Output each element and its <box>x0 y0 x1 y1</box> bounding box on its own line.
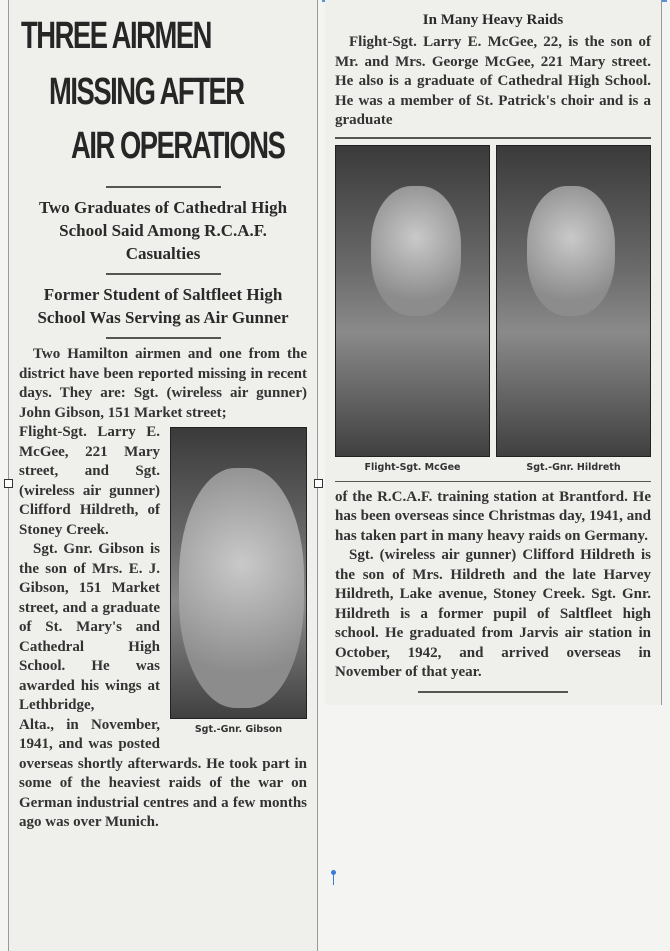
photo-gibson <box>170 427 307 719</box>
headline-line-3: AIR OPERATIONS <box>71 125 285 167</box>
hildreth-photo-block <box>496 145 651 475</box>
divider <box>418 691 568 693</box>
names-paragraph: Flight-Sgt. Larry E. McGee, 221 Mary street, and Sgt. (wireless air gunner) Clifford Hildreth, of Stoney Creek. <box>19 424 160 538</box>
caption-hildreth: Sgt.-Gnr. Hildreth <box>526 461 621 473</box>
headline-line-1: THREE AIRMEN <box>21 15 211 57</box>
section-heading: In Many Heavy Raids <box>422 12 564 28</box>
subhead-2: Former Student of Saltfleet High School Was Serving as Air Gunner <box>37 285 289 327</box>
right-column <box>325 0 662 705</box>
gibson-paragraph-continued: Alta., in November, 1941, and was posted overseas shortly afterwards. He took part in some of the heaviest raids of the war on German industrial centres and a few months ago was over Munich. <box>19 716 307 830</box>
divider <box>335 481 651 482</box>
mcgee-paragraph: Flight-Sgt. Larry E. McGee, 22, is the son of Mr. and Mrs. George McGee, 221 Mary street. He also is a graduate of Cathedral High School. He was a member of St. Patrick's choir and is a graduate <box>335 34 651 128</box>
divider <box>106 273 221 275</box>
divider <box>106 186 221 188</box>
left-column <box>8 0 318 951</box>
location-pin-icon <box>331 870 336 875</box>
subhead-1: Two Graduates of Cathedral High School Said Among R.C.A.F. Casualties <box>38 198 288 263</box>
article-body-right <box>325 33 661 693</box>
gibson-photo-block <box>170 427 307 737</box>
gibson-paragraph: Sgt. Gnr. Gibson is the son of Mrs. E. J. Gibson, 151 Market street, and a graduate of St. Mary's and Cathedral High School. He was awarded his wings at Lethbridge, <box>19 541 160 713</box>
headline-line-2: MISSING AFTER <box>49 71 244 113</box>
resize-handle-left[interactable] <box>4 479 13 488</box>
photo-row <box>335 145 651 475</box>
article-body-left <box>9 345 317 833</box>
divider <box>106 337 221 339</box>
divider <box>335 137 651 139</box>
hildreth-paragraph: Sgt. (wireless air gunner) Clifford Hildreth is the son of Mrs. Hildreth and the late Harvey Hildreth, Lake avenue, Stoney Creek. Sgt. Gnr. Hildreth is a former pupil of Saltfleet high school. He graduated from Jarvis air station in October, 1942, and arrived overseas in November of that year. <box>335 547 651 680</box>
mcgee-photo-block <box>335 145 490 475</box>
mcgee-paragraph-continued: of the R.C.A.F. training station at Brantford. He has been overseas since Christmas day, 1941, and has taken part in many heavy raids on Germany. <box>335 488 651 544</box>
photo-hildreth <box>496 145 651 457</box>
headline <box>9 0 317 180</box>
caption-mcgee: Flight-Sgt. McGee <box>364 461 461 473</box>
photo-mcgee <box>335 145 490 457</box>
resize-handle-right[interactable] <box>314 479 323 488</box>
caption-gibson: Sgt.-Gnr. Gibson <box>194 724 283 735</box>
intro-paragraph: Two Hamilton airmen and one from the district have been reported missing in recent days. They are: Sgt. (wireless air gunner) John Gibson, 151 Market street; <box>19 346 307 421</box>
